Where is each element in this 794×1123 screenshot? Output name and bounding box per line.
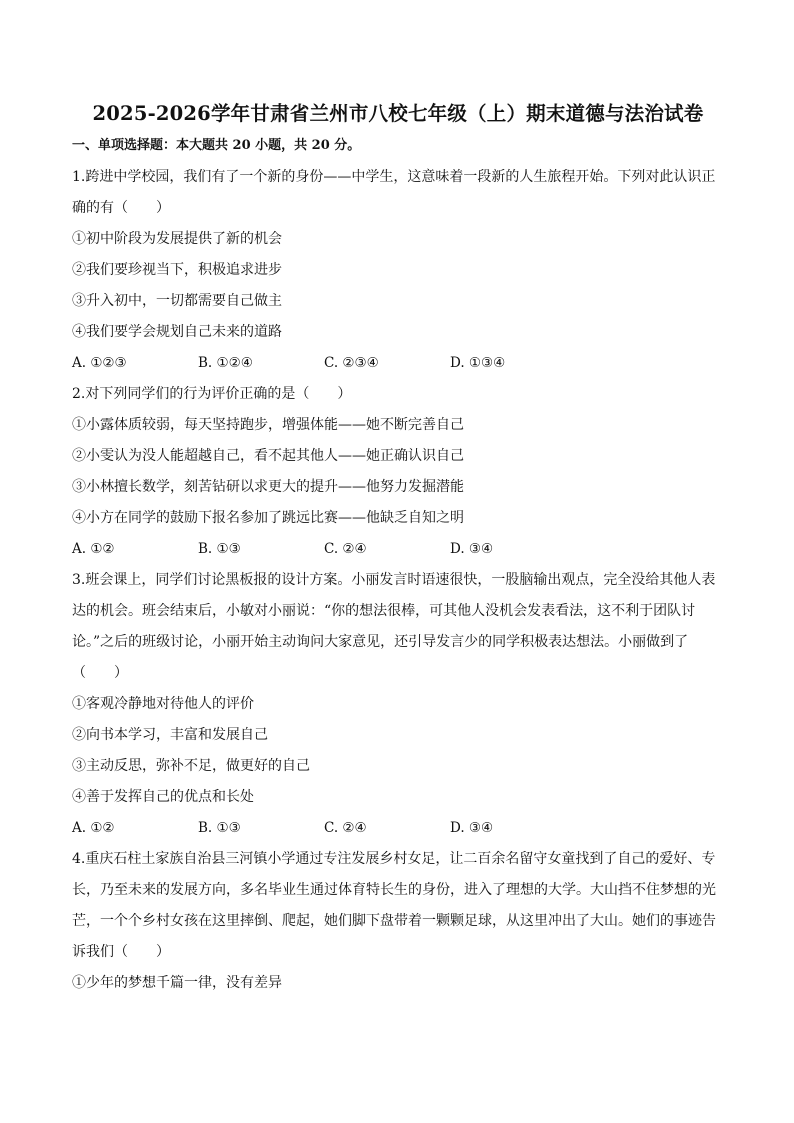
choice-d: D. ③④: [450, 820, 494, 836]
choice-c: C. ②④: [324, 820, 367, 836]
section-heading: 一、单项选择题：本大题共 20 小题，共 20 分。: [72, 138, 361, 153]
statement-item: ③小林擅长数学，刻苦钻研以求更大的提升——他努力发掘潜能: [72, 479, 464, 495]
statement-item: ①初中阶段为发展提供了新的机会: [72, 231, 282, 247]
statement-item: ①客观冷静地对待他人的评价: [72, 696, 254, 712]
answer-choices: [72, 534, 724, 565]
choice-d: D. ①③④: [450, 355, 506, 371]
choice-b: B. ①③: [198, 541, 241, 557]
choice-b: B. ①②④: [198, 355, 253, 371]
question-3: [72, 565, 724, 844]
question-stem: 3.班会课上，同学们讨论黑板报的设计方案。小丽发言时语速很快，一股脑输出观点，完全没给其他人表达的机会。班会结束后，小敏对小丽说：“你的想法很棒，可其他人没机会发表看法，这不利于团队讨论。”之后的班级讨论，小丽开始主动询问大家意见，还引导发言少的同学积极表达想法。小丽做到了（ ）: [72, 572, 716, 681]
page-title: 2025-2026学年甘肃省兰州市八校七年级（上）期末道德与法治试卷: [92, 102, 704, 125]
question-2: [72, 379, 724, 565]
choice-c: C. ②③④: [324, 355, 379, 371]
statement-item: ③升入初中，一切都需要自己做主: [72, 293, 282, 309]
statement-item: ③主动反思，弥补不足，做更好的自己: [72, 758, 310, 774]
question-stem: 4.重庆石柱土家族自治县三河镇小学通过专注发展乡村女足，让二百余名留守女童找到了自己的爱好、专长，乃至未来的发展方向，多名毕业生通过体育特长生的身份，进入了理想的大学。大山挡不住梦想的光芒，一个个乡村女孩在这里摔倒、爬起，她们脚下盘带着一颗颗足球，从这里冲出了大山。她们的事迹告诉我们（ ）: [72, 851, 716, 960]
choice-a: A. ①②③: [72, 355, 127, 371]
answer-choices: [72, 348, 724, 379]
statement-item: ④小方在同学的鼓励下报名参加了跳远比赛——他缺乏自知之明: [72, 510, 464, 526]
statement-item: ②我们要珍视当下，积极追求进步: [72, 262, 282, 278]
choice-d: D. ③④: [450, 541, 494, 557]
choice-c: C. ②④: [324, 541, 367, 557]
statement-item: ④善于发挥自己的优点和长处: [72, 789, 254, 805]
statement-item: ①少年的梦想千篇一律，没有差异: [72, 975, 282, 991]
statement-item: ①小露体质较弱，每天坚持跑步，增强体能——她不断完善自己: [72, 417, 464, 433]
choice-b: B. ①③: [198, 820, 241, 836]
question-stem: 2.对下列同学们的行为评价正确的是（ ）: [72, 386, 352, 402]
choice-a: A. ①②: [72, 541, 115, 557]
question-4: [72, 844, 724, 999]
statement-item: ④我们要学会规划自己未来的道路: [72, 324, 282, 340]
answer-choices: [72, 813, 724, 844]
statement-item: ②向书本学习，丰富和发展自己: [72, 727, 268, 743]
question-stem: 1.跨进中学校园，我们有了一个新的身份——中学生，这意味着一段新的人生旅程开始。下列对此认识正确的有（ ）: [72, 169, 716, 216]
choice-a: A. ①②: [72, 820, 115, 836]
statement-item: ②小雯认为没人能超越自己，看不起其他人——她正确认识自己: [72, 448, 464, 464]
question-1: [72, 162, 724, 379]
